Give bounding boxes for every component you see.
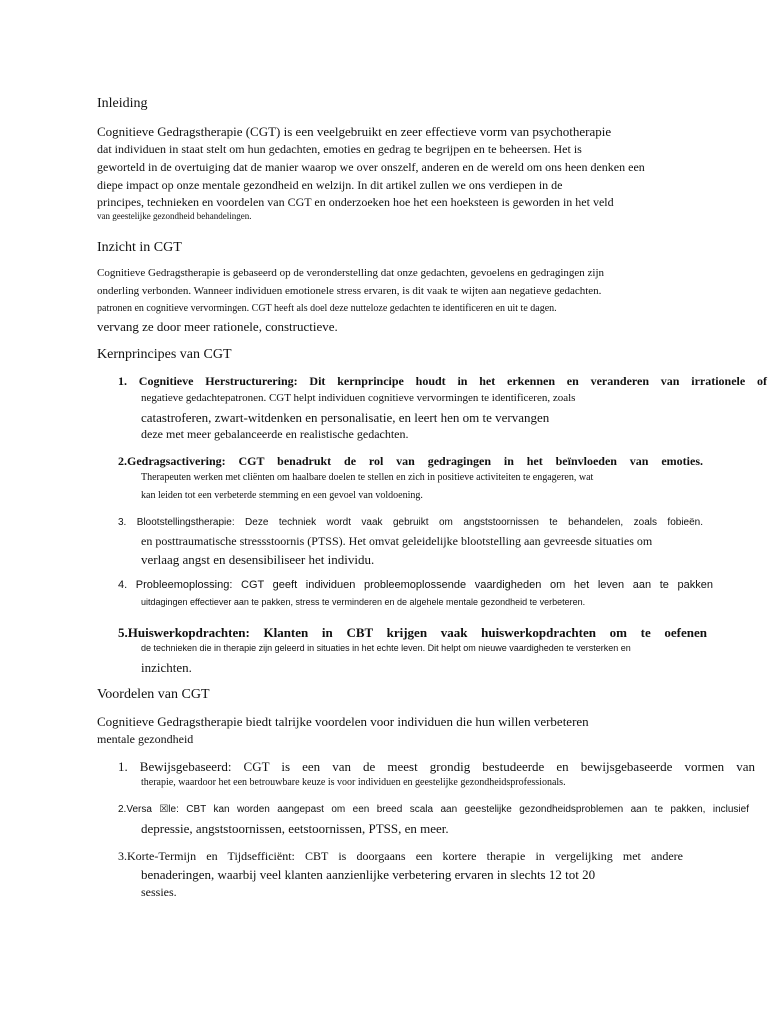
list-item-line: depressie, angststoornissen, eetstoornissen, PTSS, en meer.	[141, 821, 449, 836]
list-item-line: kan leiden tot een verbeterde stemming en een gevoel van voldoening.	[141, 490, 423, 501]
list-item-first-line: 3. Blootstellingstherapie: Deze techniek wordt vaak gebruikt om angststoornissen te behandelen, zoals fobieën.	[118, 517, 703, 528]
heading-inleiding: Inleiding	[97, 96, 148, 111]
list-item-line: catastroferen, zwart-witdenken en personalisatie, en leert hen om te vervangen	[141, 410, 550, 425]
list-item-line: verlaag angst en desensibiliseer het individu.	[141, 552, 375, 567]
list-item-first-line: 2.Versa ☒le: CBT kan worden aangepast om een breed scala aan geestelijke gezondheidsproblemen aan te pakken, inclusief	[118, 804, 749, 815]
paragraph-line: principes, technieken en voordelen van CGT en onderzoeken hoe het een hoeksteen is geworden in het veld	[97, 195, 614, 209]
paragraph-line: diepe impact op onze mentale gezondheid en welzijn. In dit artikel zullen we ons verdiepen in de	[97, 178, 563, 192]
list-item-first-line: 4. Probleemoplossing: CGT geeft individuen probleemoplossende vaardigheden om het leven aan te pakken	[118, 579, 713, 591]
list-item-line: therapie, waardoor het een betrouwbare keuze is voor individuen en geestelijke gezondheidsprofessionals.	[141, 777, 566, 788]
paragraph-line: onderling verbonden. Wanneer individuen emotionele stress ervaren, is dit vaak te wijten aan negatieve gedachten.	[97, 285, 602, 297]
heading-voordelen: Voordelen van CGT	[97, 687, 210, 702]
list-item-line: sessies.	[141, 885, 177, 899]
paragraph-line: patronen en cognitieve vervormingen. CGT heeft als doel deze nutteloze gedachten te identificeren en uit te dagen.	[97, 303, 557, 314]
paragraph-line: geworteld in de overtuiging dat de manier waarop we over onszelf, anderen en de wereld om ons heen denken een	[97, 160, 645, 174]
heading-inzicht: Inzicht in CGT	[97, 240, 182, 255]
list-item-line: deze met meer gebalanceerde en realistische gedachten.	[141, 427, 409, 441]
list-item-line: benaderingen, waarbij veel klanten aanzienlijke verbetering ervaren in slechts 12 tot 20	[141, 867, 596, 882]
paragraph-line: vervang ze door meer rationele, constructieve.	[97, 319, 338, 334]
heading-kernprincipes: Kernprincipes van CGT	[97, 347, 232, 362]
list-item-first-line: 1. Bewijsgebaseerd: CGT is een van de meest grondig bestudeerde en bewijsgebaseerde vormen van	[118, 759, 755, 774]
list-item-line: uitdagingen effectiever aan te pakken, stress te verminderen en de algehele mentale gezondheid te verbeteren.	[141, 597, 586, 607]
paragraph-line: Cognitieve Gedragstherapie biedt talrijke voordelen voor individuen die hun willen verbeteren	[97, 714, 589, 729]
list-item-line: negatieve gedachtepatronen. CGT helpt individuen cognitieve vervormingen te identificeren, zoals	[141, 392, 576, 404]
paragraph-line: van geestelijke gezondheid behandelingen.	[97, 211, 252, 221]
list-item-line: en posttraumatische stressstoornis (PTSS). Het omvat geleidelijke blootstelling aan gevreesde situaties om	[141, 534, 653, 548]
list-item-first-line: 5.Huiswerkopdrachten: Klanten in CBT krijgen vaak huiswerkopdrachten om te oefenen	[118, 625, 707, 640]
paragraph-line: mentale gezondheid	[97, 732, 194, 746]
list-item-first-line: 2.Gedragsactivering: CGT benadrukt de rol van gedragingen in het beïnvloeden van emoties.	[118, 454, 703, 468]
list-item-line: Therapeuten werken met cliënten om haalbare doelen te stellen en zich in positieve activiteiten te engageren, wat	[141, 472, 594, 483]
list-item-first-line: 1. Cognitieve Herstructurering: Dit kernprincipe houdt in het erkennen en veranderen van irrationele of	[118, 374, 767, 388]
list-item-first-line: 3.Korte-Termijn en Tijdsefficiënt: CBT is doorgaans een kortere therapie in vergelijking met andere	[118, 849, 683, 863]
paragraph-line: dat individuen in staat stelt om hun gedachten, emoties en gedrag te begrijpen en te beheersen. Het is	[97, 142, 582, 156]
list-item-line: inzichten.	[141, 660, 192, 675]
list-item-line: de technieken die in therapie zijn geleerd in situaties in het echte leven. Dit helpt om nieuwe vaardigheden te versterken en	[141, 643, 631, 653]
paragraph-line: Cognitieve Gedragstherapie is gebaseerd op de veronderstelling dat onze gedachten, gevoelens en gedragingen zijn	[97, 267, 605, 279]
paragraph-line: Cognitieve Gedragstherapie (CGT) is een veelgebruikt en zeer effectieve vorm van psychotherapie	[97, 124, 612, 139]
